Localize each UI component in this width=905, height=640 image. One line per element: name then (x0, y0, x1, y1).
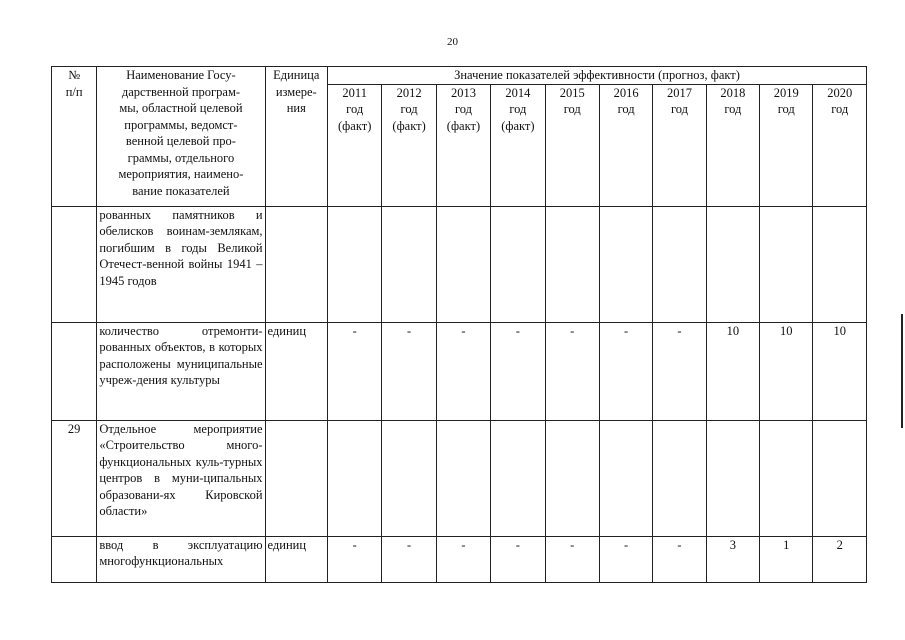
table-row (52, 420, 867, 536)
unit-of-measure: единиц (265, 322, 327, 420)
header-unit: Единица измере- ния (265, 67, 327, 207)
header-year-2014: 2014 год (факт) (491, 84, 545, 206)
value-cell (653, 420, 706, 536)
indicators-table (51, 66, 867, 583)
value-cell (491, 420, 545, 536)
header-year-2011: 2011 год (факт) (328, 84, 382, 206)
indicator-name: ввод в эксплуатацию многофункциональных (97, 536, 265, 582)
table-row (52, 206, 867, 322)
indicator-name: количество отремонти-рованных объектов, в которых расположены муниципальные учреж-дения культуры (97, 322, 265, 420)
indicator-name: рованных памятников и обелисков воинам-землякам, погибшим в годы Великой Отечест-венной войны 1941 – 1945 годов (97, 206, 265, 322)
value-cell: - (599, 322, 652, 420)
value-cell: - (653, 322, 706, 420)
value-cell (491, 206, 545, 322)
value-cell: 10 (760, 322, 813, 420)
page-number: 20 (447, 36, 458, 48)
value-cell: - (653, 536, 706, 582)
value-cell: 2 (813, 536, 867, 582)
row-number (52, 322, 97, 420)
value-cell (813, 420, 867, 536)
value-cell (813, 206, 867, 322)
value-cell (328, 206, 382, 322)
row-number (52, 206, 97, 322)
value-cell (599, 206, 652, 322)
header-year-2020: 2020 год (813, 84, 867, 206)
table-row (52, 322, 867, 420)
value-cell: - (436, 322, 490, 420)
header-year-2019: 2019 год (760, 84, 813, 206)
value-cell: 1 (760, 536, 813, 582)
value-cell (706, 420, 759, 536)
header-year-2016: 2016 год (599, 84, 652, 206)
row-number: 29 (52, 420, 97, 536)
header-num: № п/п (52, 67, 97, 207)
header-year-2012: 2012 год (факт) (382, 84, 436, 206)
header-year-2017: 2017 год (653, 84, 706, 206)
value-cell: 10 (706, 322, 759, 420)
value-cell: - (436, 536, 490, 582)
value-cell (436, 420, 490, 536)
value-cell (436, 206, 490, 322)
value-cell (706, 206, 759, 322)
value-cell: - (545, 322, 599, 420)
value-cell: - (599, 536, 652, 582)
unit-of-measure: единиц (265, 536, 327, 582)
value-cell (382, 206, 436, 322)
value-cell (328, 420, 382, 536)
table-row (52, 536, 867, 582)
value-cell: - (382, 322, 436, 420)
page-edge-mark (901, 314, 903, 428)
header-year-2015: 2015 год (545, 84, 599, 206)
value-cell (545, 420, 599, 536)
header-group-title: Значение показателей эффективности (прогноз, факт) (328, 67, 867, 85)
value-cell: - (545, 536, 599, 582)
header-year-2013: 2013 год (факт) (436, 84, 490, 206)
value-cell: - (491, 536, 545, 582)
value-cell (382, 420, 436, 536)
header-name: Наименование Госу- дарственной програм- мы, областной целевой программы, ведомст- венной целевой про- граммы, отдельного мероприятия, наимено- вание показателей (97, 67, 265, 207)
header-year-2018: 2018 год (706, 84, 759, 206)
indicator-name: Отдельное мероприятие «Строительство много-функциональных куль-турных центров в муни-ципальных образовани-ях Кировской области» (97, 420, 265, 536)
value-cell: - (328, 536, 382, 582)
row-number (52, 536, 97, 582)
value-cell: 3 (706, 536, 759, 582)
value-cell: - (382, 536, 436, 582)
value-cell (545, 206, 599, 322)
value-cell (653, 206, 706, 322)
value-cell (760, 206, 813, 322)
unit-of-measure (265, 420, 327, 536)
value-cell: - (328, 322, 382, 420)
value-cell: - (491, 322, 545, 420)
value-cell (599, 420, 652, 536)
value-cell: 10 (813, 322, 867, 420)
value-cell (760, 420, 813, 536)
unit-of-measure (265, 206, 327, 322)
